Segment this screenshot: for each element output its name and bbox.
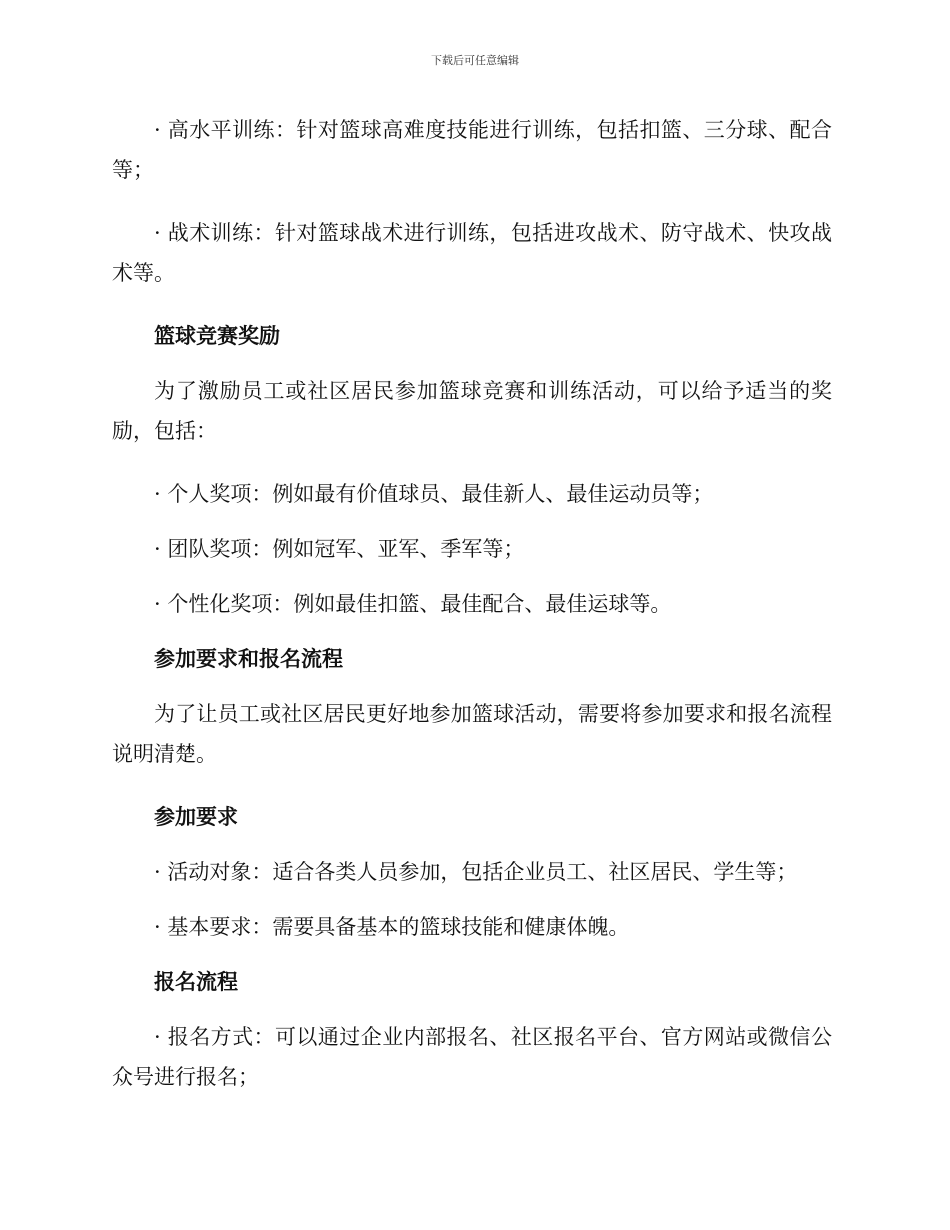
paragraph-awards-intro: 为了激励员工或社区居民参加篮球竞赛和训练活动，可以给予适当的奖励，包括：: [112, 379, 832, 443]
bullet-advanced-training: · 高水平训练：针对篮球高难度技能进行训练，包括扣篮、三分球、配合等；: [112, 118, 832, 182]
heading-registration-process: 报名流程: [154, 970, 238, 994]
heading-requirements: 参加要求: [154, 805, 238, 829]
bullet-individual-awards: · 个人奖项：例如最有价值球员、最佳新人、最佳运动员等；: [154, 482, 714, 506]
document-body: [112, 110, 832, 1120]
bullet-team-awards: · 团队奖项：例如冠军、亚军、季军等；: [154, 537, 525, 561]
bullet-tactical-training: · 战术训练：针对篮球战术进行训练，包括进攻战术、防守战术、快攻战术等。: [112, 221, 832, 285]
paragraph-requirements-intro: 为了让员工或社区居民更好地参加篮球活动，需要将参加要求和报名流程说明清楚。: [112, 702, 832, 766]
bullet-participants: · 活动对象：适合各类人员参加，包括企业员工、社区居民、学生等；: [154, 860, 798, 884]
heading-competition-awards: 篮球竞赛奖励: [154, 324, 280, 348]
bullet-registration-method: · 报名方式：可以通过企业内部报名、社区报名平台、官方网站或微信公众号进行报名；: [112, 1025, 832, 1089]
heading-requirements-registration: 参加要求和报名流程: [154, 647, 343, 671]
page-header: 下载后可任意编辑: [431, 54, 519, 67]
bullet-personalized-awards: · 个性化奖项：例如最佳扣篮、最佳配合、最佳运球等。: [154, 592, 672, 616]
bullet-basic-requirements: · 基本要求：需要具备基本的篮球技能和健康体魄。: [154, 915, 630, 939]
